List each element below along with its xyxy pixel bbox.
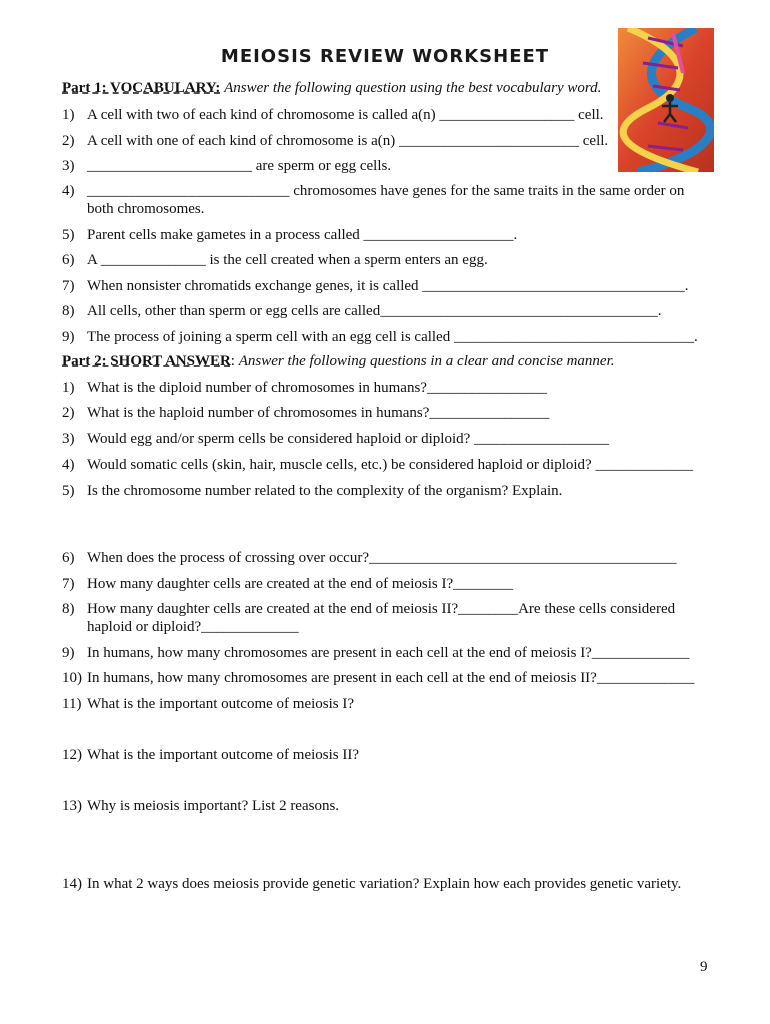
part1-heading: Part 1: VOCABULARY: [62,80,221,96]
short-answer-question: 5) Is the chromosome number related to the complexity of the organism? Explain. [62,483,563,499]
short-answer-question: 12) What is the important outcome of meiosis II? [62,747,360,763]
vocab-question: 5) Parent cells make gametes in a process called ____________________. [62,227,518,243]
short-answer-question: 3) Would egg and/or sperm cells be considered haploid or diploid? __________________ [62,431,610,447]
short-answer-question: 1) What is the diploid number of chromosomes in humans?________________ [62,380,547,396]
short-answer-question: 4) Would somatic cells (skin, hair, muscle cells, etc.) be considered haploid or diploid? _____________ [62,457,693,473]
vocab-question: 6) A ______________ is the cell created when a sperm enters an egg. [62,252,488,268]
short-answer-question: 8) How many daughter cells are created at the end of meiosis II?________Are these cells considered haploid or diploid?_____________ [62,601,676,635]
vocab-question: 9) The process of joining a sperm cell with an egg cell is called ________________________________. [62,329,698,345]
short-answer-question: 13) Why is meiosis important? List 2 reasons. [62,798,340,814]
short-answer-question: 10) In humans, how many chromosomes are present in each cell at the end of meiosis II?_____________ [62,670,695,686]
short-answer-question: 9) In humans, how many chromosomes are present in each cell at the end of meiosis I?_____________ [62,645,690,661]
short-answer-question: 14) In what 2 ways does meiosis provide genetic variation? Explain how each provides genetic variety. [62,876,682,892]
part1-instruction: Answer the following question using the best vocabulary word. [224,80,602,96]
vocab-question: 3) ______________________ are sperm or egg cells. [62,158,392,174]
part2-header: Part 2: SHORT ANSWER: Answer the following questions in a clear and concise manner. [62,353,615,369]
short-answer-question: 11) What is the important outcome of meiosis I? [62,696,355,712]
part2-heading: Part 2: SHORT ANSWER [62,353,231,369]
vocab-question: 4) ___________________________ chromosomes have genes for the same traits in the same order on both chromosomes. [62,183,685,217]
short-answer-question: 6) When does the process of crossing over occur?_________________________________________ [62,550,677,566]
part1-header [62,80,601,97]
dna-helix-illustration [618,28,714,172]
part2-instruction: Answer the following questions in a clear and concise manner. [238,353,615,369]
short-answer-question: 7) How many daughter cells are created at the end of meiosis I?________ [62,576,514,592]
worksheet-title: MEIOSIS REVIEW WORKSHEET [220,46,550,67]
vocab-question: 8) All cells, other than sperm or egg cells are called_____________________________________. [62,303,662,319]
vocab-question: 2) A cell with one of each kind of chromosome is a(n) ________________________ cell. [62,133,609,149]
short-answer-question: 2) What is the haploid number of chromosomes in humans?________________ [62,405,550,421]
vocab-question: 7) When nonsister chromatids exchange genes, it is called ___________________________________. [62,278,689,294]
vocab-question: 1) A cell with two of each kind of chromosome is called a(n) __________________ cell. [62,107,604,123]
page-number: 9 [700,959,708,975]
